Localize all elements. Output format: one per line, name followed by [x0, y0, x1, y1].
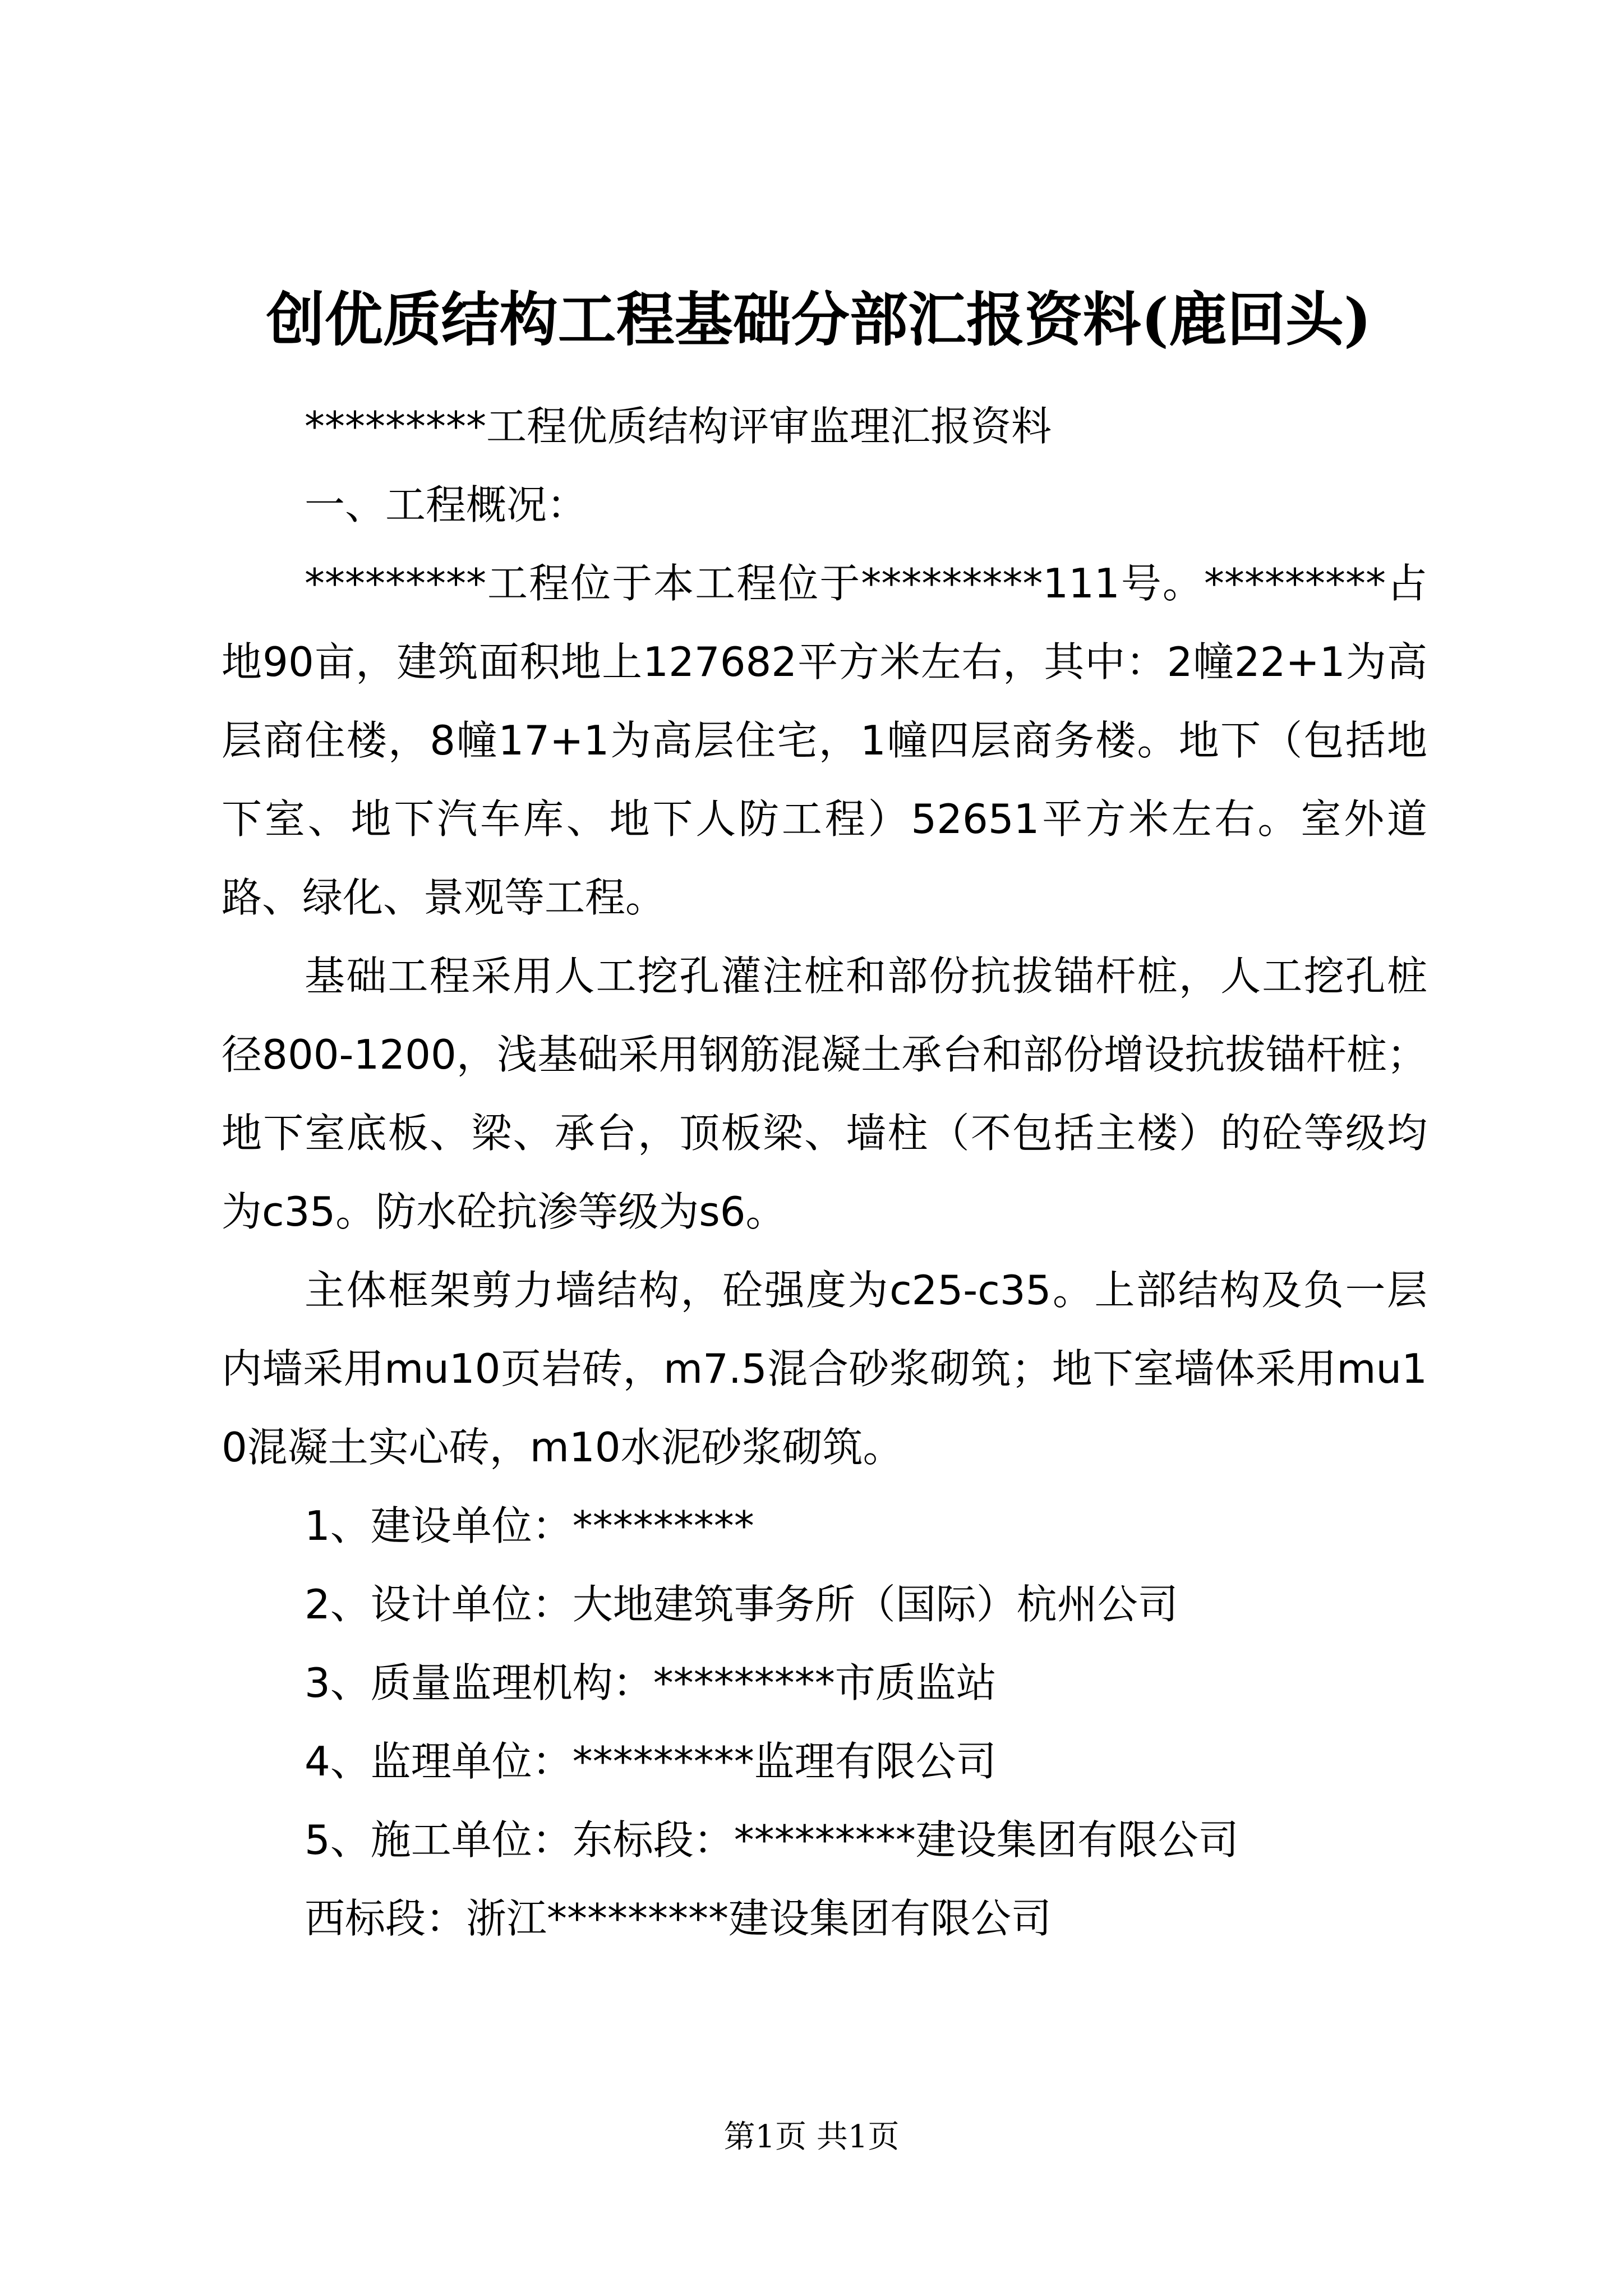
list-item-supervision-unit: 4、监理单位：*********监理有限公司 — [305, 1738, 997, 1785]
section-heading: 一、工程概况： — [305, 481, 588, 528]
overview-paragraph: *********工程位于本工程位于*********111号。*********占地90亩，建筑面积地上127682平方米左右，其中：2幢22+1为高层商住楼，8幢17+1为高层住宅，1幢四层商务楼。地下（包括地下室、地下汽车库、地下人防工程）52651平方米左右。室外道路、绿化、景观等工程。 — [222, 560, 1427, 921]
subtitle-paragraph: *********工程优质结构评审监理汇报资料 — [305, 403, 1052, 450]
document-title: 创优质结构工程基础分部汇报资料(鹿回头) — [266, 285, 1372, 354]
list-item-construction-unit: 1、建设单位：********* — [305, 1502, 754, 1549]
list-item-quality-agency: 3、质量监理机构：*********市质监站 — [305, 1659, 997, 1706]
list-item-contractor-west: 西标段：浙江*********建设集团有限公司 — [305, 1895, 1052, 1942]
document-body — [222, 387, 1427, 1958]
foundation-paragraph: 基础工程采用人工挖孔灌注桩和部份抗拔锚杆桩，人工挖孔桩径800-1200，浅基础采用钢筋混凝土承台和部份增设抗拔锚杆桩；地下室底板、梁、承台，顶板梁、墙柱（不包括主楼）的砼等级均为c35。防水砼抗渗等级为s6。 — [222, 953, 1427, 1235]
page-footer: 第1页 共1页 — [723, 2119, 900, 2155]
structure-paragraph: 主体框架剪力墙结构，砼强度为c25-c35。上部结构及负一层内墙采用mu10页岩砖，m7.5混合砂浆砌筑；地下室墙体采用mu10混凝土实心砖，m10水泥砂浆砌筑。 — [222, 1267, 1427, 1471]
list-item-design-unit: 2、设计单位：大地建筑事务所（国际）杭州公司 — [305, 1581, 1178, 1628]
list-item-contractor-east: 5、施工单位：东标段：*********建设集团有限公司 — [305, 1816, 1239, 1864]
